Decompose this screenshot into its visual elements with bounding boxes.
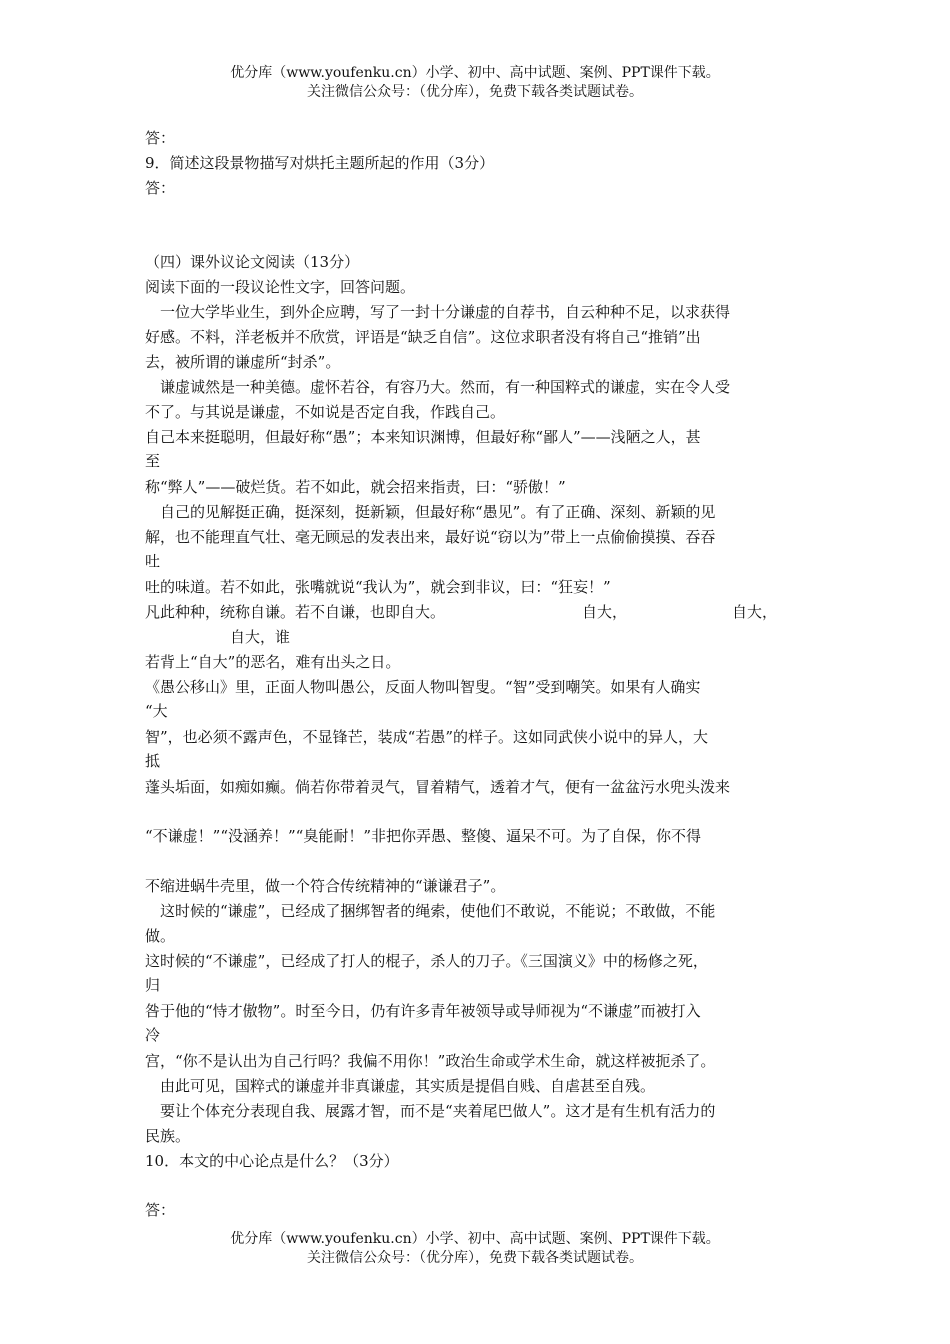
passage-fragment: 自大，谁 [230, 628, 291, 646]
passage-line: 自己的见解挺正确，挺深刻，挺新颖，但最好称“愚见”。有了正确、深刻、新颖的见 [145, 503, 716, 521]
passage-line: 智”，也必须不露声色，不显锋芒，装成“若愚”的样子。这如同武侠小说中的异人，大 [145, 728, 709, 746]
passage-line: 由此可见，国粹式的谦虚并非真谦虚，其实质是提倡自贱、自虐甚至自残。 [145, 1077, 656, 1095]
question-9: 9．简述这段景物描写对烘托主题所起的作用（3分） [145, 154, 495, 172]
passage-line: 做。 [145, 927, 176, 945]
answer-9-label: 答： [145, 179, 176, 197]
footer-line-1: 优分库（www.youfenku.cn）小学、初中、高中试题、案例、PPT课件下载。 [230, 1231, 720, 1247]
passage-line: 宫，“你不是认出为自己行吗？我偏不用你！”政治生命或学术生命，就这样被扼杀了。 [145, 1052, 716, 1070]
passage-line: 这时候的“谦虚”，已经成了捆绑智者的绳索，使他们不敢说，不能说；不敢做，不能 [145, 902, 716, 920]
passage-line: 解，也不能理直气壮、毫无顾忌的发表出来，最好说“窃以为”带上一点偷偷摸摸、吞吞 [145, 528, 716, 546]
passage-line: 一位大学毕业生，到外企应聘，写了一封十分谦虚的自荐书，自云种种不足，以求获得 [145, 303, 731, 321]
answer-8-label: 答： [145, 129, 176, 147]
passage-line: 至 [145, 452, 161, 470]
passage-line: 不了。与其说是谦虚，不如说是否定自我，作践自己。 [145, 403, 506, 421]
question-10: 10．本文的中心论点是什么？（3分） [145, 1152, 399, 1170]
passage-line: 不缩进蜗牛壳里，做一个符合传统精神的“谦谦君子”。 [145, 877, 506, 895]
header-line-2: 关注微信公众号：（优分库），免费下载各类试题试卷。 [307, 84, 643, 100]
passage-line: 凡此种种，统称自谦。若不自谦，也即自大。 [145, 603, 446, 621]
header-line-1: 优分库（www.youfenku.cn）小学、初中、高中试题、案例、PPT课件下载。 [230, 65, 720, 81]
passage-line: 称“弊人”——破烂货。若不如此，就会招来指责，曰：“骄傲！” [145, 478, 566, 496]
section-four-instruction: 阅读下面的一段议论性文字，回答问题。 [145, 278, 416, 296]
passage-line: 吐的味道。若不如此，张嘴就说“我认为”，就会到非议，曰：“狂妄！” [145, 578, 611, 596]
passage-line: “不谦虚！”“没涵养！”“臭能耐！”非把你弄愚、整傻、逼呆不可。为了自保，你不得 [145, 827, 702, 845]
passage-line: 谦虚诚然是一种美德。虚怀若谷，有容乃大。然而，有一种国粹式的谦虚，实在令人受 [145, 378, 731, 396]
passage-line: 去，被所谓的谦虚所“封杀”。 [145, 353, 341, 371]
passage-line: “大 [145, 702, 168, 720]
passage-line: 归 [145, 976, 161, 994]
passage-line: 民族。 [145, 1127, 191, 1145]
passage-line: 冷 [145, 1026, 161, 1044]
passage-line: 抵 [145, 752, 161, 770]
passage-line: 自己本来挺聪明，但最好称“愚”；本来知识渊博，但最好称“鄙人”——浅陋之人，甚 [145, 428, 701, 446]
passage-line: 若背上“自大”的恶名，难有出头之日。 [145, 653, 401, 671]
section-four-title: （四）课外议论文阅读（13分） [145, 253, 360, 271]
passage-fragment: 自大， [582, 603, 628, 621]
passage-line: 吐 [145, 552, 161, 570]
passage-line: 咎于他的“恃才傲物”。时至今日，仍有许多青年被领导或导师视为“不谦虚”而被打入 [145, 1002, 701, 1020]
passage-line: 这时候的“不谦虚”，已经成了打人的棍子，杀人的刀子。《三国演义》中的杨修之死， [145, 952, 708, 970]
footer-line-2: 关注微信公众号：（优分库），免费下载各类试题试卷。 [307, 1250, 643, 1266]
passage-fragment: 自大， [732, 603, 778, 621]
passage-line: 好感。不料，洋老板并不欣赏，评语是“缺乏自信”。这位求职者没有将自己“推销”出 [145, 328, 701, 346]
passage-line: 蓬头垢面，如痴如癫。倘若你带着灵气，冒着精气，透着才气，便有一盆盆污水兜头泼来 [145, 778, 731, 796]
passage-line: 要让个体充分表现自我、展露才智，而不是“夹着尾巴做人”。这才是有生机有活力的 [145, 1102, 716, 1120]
answer-10-label: 答： [145, 1201, 176, 1219]
passage-line: 《愚公移山》里，正面人物叫愚公，反面人物叫智叟。“智”受到嘲笑。如果有人确实 [145, 678, 701, 696]
